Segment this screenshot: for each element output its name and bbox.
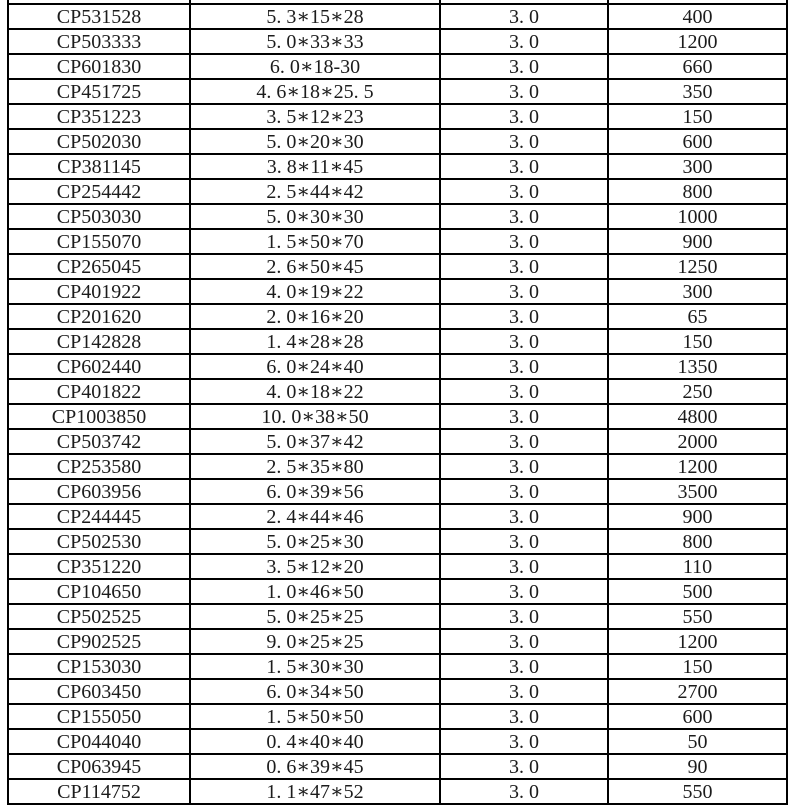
cell-thickness: 3. 0 [441,330,609,353]
cell-thickness: 3. 0 [441,230,609,253]
table-row [9,30,786,55]
table-row [9,530,786,555]
cell-size: 4. 6∗18∗25. 5 [191,80,441,103]
cell-thickness: 3. 0 [441,255,609,278]
cell-size: 5. 0∗25∗25 [191,605,441,628]
cell-code: CP044040 [9,730,191,753]
table-row [9,355,786,380]
cell-size: 5. 0∗20∗30 [191,130,441,153]
cell-thickness: 3. 0 [441,380,609,403]
table-row [9,305,786,330]
cell-thickness: 3. 0 [441,105,609,128]
cell-qty: 1350 [677,356,718,378]
table-row [9,605,786,630]
cell-size: 1. 1∗47∗52 [191,780,441,803]
cell-size: 6. 0∗24∗40 [191,355,441,378]
cell-code: CP201620 [9,305,191,328]
cell-thickness: 3. 0 [441,55,609,78]
table-row [9,630,786,655]
cell-qty: 2000 [677,431,718,453]
cell-qty: 600 [682,131,713,153]
cell-thickness: 3. 0 [441,455,609,478]
cell-size: 2. 4∗44∗46 [191,505,441,528]
cell-qty: 300 [682,156,713,178]
cell-thickness: 3. 0 [441,780,609,803]
cell-thickness: 3. 0 [441,730,609,753]
cell-size: 1. 5∗30∗30 [191,655,441,678]
cell-size: 2. 5∗44∗42 [191,180,441,203]
cell-code: CP531528 [9,5,191,28]
cell-qty: 90 [687,756,708,778]
cell-code: CP1003850 [9,405,191,428]
cell-size: 9. 0∗25∗25 [191,630,441,653]
table-row [9,405,786,430]
cell-code: CP254442 [9,180,191,203]
table-row [9,505,786,530]
cell-code: CP603450 [9,680,191,703]
cell-size: 3. 5∗12∗23 [191,105,441,128]
table-row [9,5,786,30]
cell-code: CP401822 [9,380,191,403]
cell-code: CP142828 [9,330,191,353]
cell-size: 4. 0∗18∗22 [191,380,441,403]
cell-qty: 800 [682,181,713,203]
cell-size: 1. 0∗46∗50 [191,580,441,603]
table-row [9,680,786,705]
cell-size [191,0,441,3]
table-row [9,380,786,405]
table-row [9,780,786,805]
cell-qty [609,0,786,3]
cell-qty: 1200 [677,31,718,53]
cell-thickness: 3. 0 [441,655,609,678]
table-row [9,455,786,480]
cell-size: 6. 0∗34∗50 [191,680,441,703]
cell-size: 3. 8∗11∗45 [191,155,441,178]
cell-thickness: 3. 0 [441,5,609,28]
cell-qty: 300 [682,281,713,303]
cell-code: CP244445 [9,505,191,528]
cell-qty: 150 [682,106,713,128]
cell-qty: 660 [682,56,713,78]
cell-qty: 600 [682,706,713,728]
cell-thickness: 3. 0 [441,430,609,453]
cell-size: 0. 4∗40∗40 [191,730,441,753]
cell-thickness: 3. 0 [441,480,609,503]
cell-code: CP602440 [9,355,191,378]
cell-thickness: 3. 0 [441,80,609,103]
cell-thickness: 3. 0 [441,355,609,378]
cell-qty: 800 [682,531,713,553]
cell-code: CP114752 [9,780,191,803]
cell-code: CP155050 [9,705,191,728]
cell-thickness: 3. 0 [441,755,609,778]
table-row [9,655,786,680]
table-row [9,730,786,755]
cell-size: 5. 0∗30∗30 [191,205,441,228]
table-row [9,330,786,355]
cell-code [9,0,191,3]
cell-size: 1. 4∗28∗28 [191,330,441,353]
cell-code: CP503742 [9,430,191,453]
cell-code: CP253580 [9,455,191,478]
cell-code: CP601830 [9,55,191,78]
cell-qty: 900 [682,506,713,528]
cell-thickness [441,0,609,3]
cell-code: CP502030 [9,130,191,153]
cell-code: CP104650 [9,580,191,603]
table-row [9,705,786,730]
cell-code: CP503030 [9,205,191,228]
cell-thickness: 3. 0 [441,205,609,228]
cell-code: CP451725 [9,80,191,103]
table-row [9,205,786,230]
table-row [9,130,786,155]
cell-qty: 900 [682,231,713,253]
table-row [9,255,786,280]
product-table [7,0,788,805]
cell-thickness: 3. 0 [441,605,609,628]
cell-size: 3. 5∗12∗20 [191,555,441,578]
table-row [9,755,786,780]
cell-code: CP503333 [9,30,191,53]
cell-code: CP153030 [9,655,191,678]
cell-size: 5. 0∗37∗42 [191,430,441,453]
cell-qty: 550 [682,606,713,628]
table-row [9,430,786,455]
cell-qty: 65 [687,306,708,328]
cell-qty: 4800 [677,406,718,428]
cell-code: CP502525 [9,605,191,628]
cell-qty: 1000 [677,206,718,228]
cell-size: 0. 6∗39∗45 [191,755,441,778]
cell-thickness: 3. 0 [441,555,609,578]
cell-qty: 150 [682,656,713,678]
cell-qty: 3500 [677,481,718,503]
cell-qty: 250 [682,381,713,403]
cell-thickness: 3. 0 [441,530,609,553]
table-row [9,580,786,605]
cell-qty: 550 [682,781,713,803]
cell-code: CP902525 [9,630,191,653]
cell-size: 6. 0∗39∗56 [191,480,441,503]
cell-thickness: 3. 0 [441,680,609,703]
cell-size: 1. 5∗50∗50 [191,705,441,728]
cell-code: CP265045 [9,255,191,278]
cell-code: CP351223 [9,105,191,128]
cell-qty: 1250 [677,256,718,278]
cell-thickness: 3. 0 [441,280,609,303]
cell-code: CP401922 [9,280,191,303]
cell-qty: 110 [682,556,713,578]
cell-thickness: 3. 0 [441,630,609,653]
cell-size: 2. 5∗35∗80 [191,455,441,478]
cell-code: CP381145 [9,155,191,178]
table-row [9,180,786,205]
table-row [9,80,786,105]
cell-code: CP603956 [9,480,191,503]
cell-size: 5. 0∗25∗30 [191,530,441,553]
cell-thickness: 3. 0 [441,305,609,328]
table-row [9,55,786,80]
cell-code: CP351220 [9,555,191,578]
cell-code: CP502530 [9,530,191,553]
cell-qty: 150 [682,331,713,353]
cell-code: CP155070 [9,230,191,253]
cell-size: 10. 0∗38∗50 [191,405,441,428]
cell-size: 6. 0∗18-30 [191,55,441,78]
table-row [9,280,786,305]
cell-thickness: 3. 0 [441,155,609,178]
cell-qty: 1200 [677,631,718,653]
table-row [9,480,786,505]
cell-qty: 400 [682,6,713,28]
cell-size: 1. 5∗50∗70 [191,230,441,253]
cell-thickness: 3. 0 [441,505,609,528]
table-row [9,555,786,580]
cell-qty: 350 [682,81,713,103]
cell-size: 5. 0∗33∗33 [191,30,441,53]
cell-thickness: 3. 0 [441,580,609,603]
table-row [9,230,786,255]
cell-size: 5. 3∗15∗28 [191,5,441,28]
table-row [9,105,786,130]
table-row [9,155,786,180]
cell-thickness: 3. 0 [441,30,609,53]
cell-size: 2. 0∗16∗20 [191,305,441,328]
cell-size: 2. 6∗50∗45 [191,255,441,278]
cell-qty: 2700 [677,681,718,703]
cell-code: CP063945 [9,755,191,778]
cell-thickness: 3. 0 [441,405,609,428]
cell-qty: 1200 [677,456,718,478]
cell-thickness: 3. 0 [441,180,609,203]
cell-thickness: 3. 0 [441,705,609,728]
cell-thickness: 3. 0 [441,130,609,153]
cell-qty: 50 [687,731,708,753]
cell-qty: 500 [682,581,713,603]
cell-size: 4. 0∗19∗22 [191,280,441,303]
